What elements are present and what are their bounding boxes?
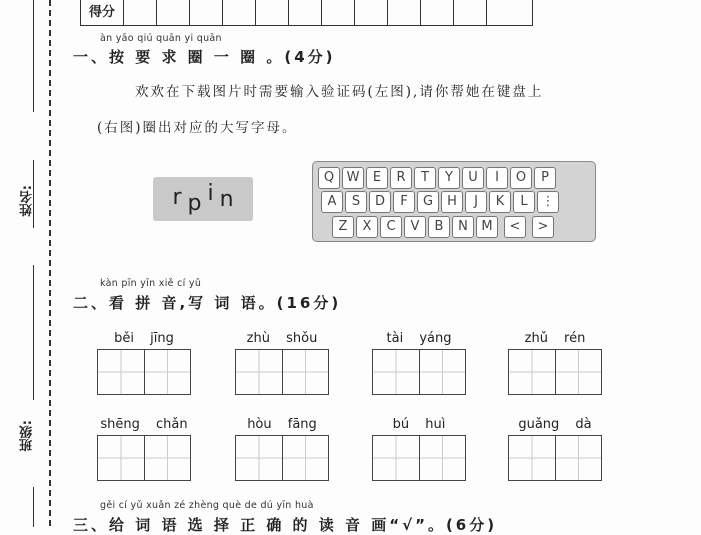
tianzige-grid[interactable]	[372, 435, 466, 481]
score-table	[80, 0, 533, 26]
grid-cell[interactable]	[509, 436, 555, 480]
captcha-image	[153, 177, 253, 221]
score-label: 得分	[81, 0, 124, 26]
key: A	[321, 191, 343, 213]
key: O	[510, 167, 532, 189]
key: C	[380, 216, 402, 238]
score-cell[interactable]	[256, 0, 289, 26]
writing-box	[508, 331, 602, 395]
writing-box	[372, 417, 466, 481]
section1-pinyin: àn yāo qiú quān yi quān	[100, 33, 222, 44]
grid-cell[interactable]	[144, 436, 191, 480]
name-label: 姓名:	[20, 185, 35, 217]
key: B	[428, 216, 450, 238]
captcha-char: r	[172, 184, 182, 210]
score-cell[interactable]	[157, 0, 190, 26]
grid-cell[interactable]	[555, 350, 602, 394]
grid-cell[interactable]	[236, 350, 282, 394]
key: G	[417, 191, 439, 213]
section1-title: 一、按 要 求 圈 一 圈 。(4分)	[73, 48, 336, 66]
key: P	[534, 167, 556, 189]
section3-title: 三、给 词 语 选 择 正 确 的 读 音 画“√”。(6分)	[73, 516, 498, 534]
grid-cell[interactable]	[144, 350, 191, 394]
score-cell[interactable]	[124, 0, 157, 26]
word-pinyin: hòu fāng	[247, 417, 317, 432]
key: N	[452, 216, 474, 238]
key: X	[356, 216, 378, 238]
key: Z	[332, 216, 354, 238]
key: U	[462, 167, 484, 189]
grid-cell[interactable]	[373, 436, 419, 480]
key: E	[366, 167, 388, 189]
grid-cell[interactable]	[373, 350, 419, 394]
writing-box	[235, 331, 329, 395]
key: K	[489, 191, 511, 213]
grid-cell[interactable]	[98, 436, 144, 480]
key: <	[504, 216, 526, 238]
word-pinyin: guǎng dà	[518, 417, 592, 432]
score-cell[interactable]	[388, 0, 421, 26]
keyboard-image	[312, 161, 596, 242]
tianzige-grid[interactable]	[508, 435, 602, 481]
section2-title: 二、看 拼 音,写 词 语。(16分)	[73, 294, 342, 312]
tianzige-grid[interactable]	[508, 349, 602, 395]
key: S	[345, 191, 367, 213]
tianzige-grid[interactable]	[235, 435, 329, 481]
word-pinyin: zhǔ rén	[524, 331, 586, 346]
word-pinyin: shēng chǎn	[100, 417, 188, 432]
writing-box	[97, 417, 191, 481]
key: R	[390, 167, 412, 189]
key: M	[476, 216, 498, 238]
grid-cell[interactable]	[509, 350, 555, 394]
writing-box	[372, 331, 466, 395]
score-cell[interactable]	[322, 0, 355, 26]
key: F	[393, 191, 415, 213]
grid-cell[interactable]	[282, 436, 329, 480]
word-pinyin: bú huì	[392, 417, 446, 432]
writing-box	[235, 417, 329, 481]
key: T	[414, 167, 436, 189]
score-cell[interactable]	[355, 0, 388, 26]
score-cell[interactable]	[223, 0, 256, 26]
key: J	[465, 191, 487, 213]
class-label: 班级:	[20, 420, 35, 452]
captcha-char: p	[187, 190, 202, 216]
grid-cell[interactable]	[555, 436, 602, 480]
grid-cell[interactable]	[98, 350, 144, 394]
captcha-char: n	[219, 186, 234, 212]
grid-cell[interactable]	[419, 436, 466, 480]
tianzige-grid[interactable]	[235, 349, 329, 395]
key: >	[532, 216, 554, 238]
grid-cell[interactable]	[282, 350, 329, 394]
writing-box	[97, 331, 191, 395]
key: W	[342, 167, 364, 189]
key: Q	[318, 167, 340, 189]
key: V	[404, 216, 426, 238]
key: I	[486, 167, 508, 189]
word-pinyin: běi jīng	[114, 331, 174, 346]
score-cell[interactable]	[454, 0, 487, 26]
key: ⋮	[537, 191, 559, 213]
tianzige-grid[interactable]	[372, 349, 466, 395]
section1-text-line2: (右图)圈出对应的大写字母。	[97, 120, 298, 136]
section1-text-line1: 欢欢在下载图片时需要输入验证码(左图),请你帮她在键盘上	[135, 84, 544, 100]
key: D	[369, 191, 391, 213]
score-cell[interactable]	[421, 0, 454, 26]
score-cell[interactable]	[190, 0, 223, 26]
section3-pinyin: gěi cí yǔ xuǎn zé zhèng què de dú yīn huà	[100, 500, 314, 511]
class-line	[33, 487, 34, 527]
margin-line	[33, 0, 34, 112]
grid-cell[interactable]	[236, 436, 282, 480]
section2-pinyin: kàn pīn yīn xiě cí yǔ	[100, 278, 202, 289]
margin-line	[33, 265, 34, 400]
key: L	[513, 191, 535, 213]
key: H	[441, 191, 463, 213]
tianzige-grid[interactable]	[97, 349, 191, 395]
word-pinyin: zhù shǒu	[246, 331, 318, 346]
grid-cell[interactable]	[419, 350, 466, 394]
captcha-char: i	[207, 180, 214, 206]
score-cell[interactable]	[487, 0, 533, 26]
binding-dashed-line	[49, 0, 51, 526]
writing-box	[508, 417, 602, 481]
key: Y	[438, 167, 460, 189]
tianzige-grid[interactable]	[97, 435, 191, 481]
score-cell[interactable]	[289, 0, 322, 26]
word-pinyin: tài yáng	[386, 331, 452, 346]
